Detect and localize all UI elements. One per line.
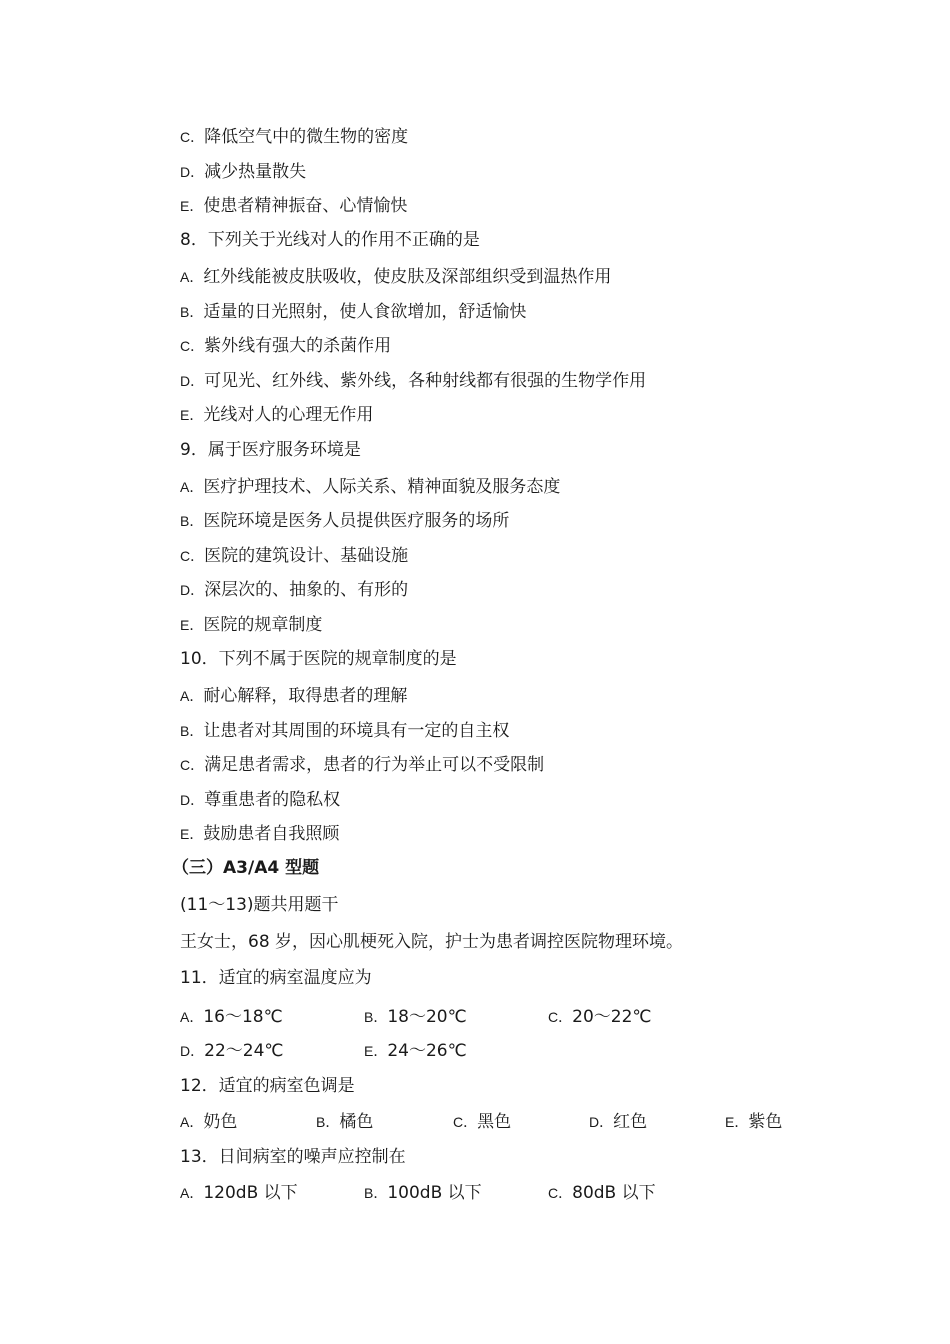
q12-option-d: D．红色 [589,1112,648,1132]
option-line: D．尊重患者的隐私权 [180,790,341,810]
option-line: D．减少热量散失 [180,162,307,182]
q11-option-d: D．22～24℃ [180,1041,284,1061]
option-line: E．鼓励患者自我照顾 [180,824,340,844]
shared-stem-label: (11～13)题共用题干 [180,895,339,915]
option-line: E．光线对人的心理无作用 [180,405,374,425]
option-line: B．让患者对其周围的环境具有一定的自主权 [180,721,510,741]
option-line: E．医院的规章制度 [180,615,323,635]
question-11: 11．适宜的病室温度应为 [180,968,372,988]
option-line: A．红外线能被皮肤吸收，使皮肤及深部组织受到温热作用 [180,267,612,287]
q11-option-e: E．24～26℃ [364,1041,467,1061]
q12-option-a: A．奶色 [180,1112,238,1132]
option-line: C．降低空气中的微生物的密度 [180,127,409,147]
question-line: 8．下列关于光线对人的作用不正确的是 [180,230,480,250]
option-line: B．适量的日光照射，使人食欲增加，舒适愉快 [180,302,527,322]
question-12: 12．适宜的病室色调是 [180,1076,355,1096]
q11-option-c: C．20～22℃ [548,1007,652,1027]
q11-option-b: B．18～20℃ [364,1007,467,1027]
section-heading: （三）A3/A4 型题 [172,858,320,878]
option-line: C．医院的建筑设计、基础设施 [180,546,409,566]
case-stem: 王女士，68 岁，因心肌梗死入院，护士为患者调控医院物理环境。 [180,932,684,952]
q11-option-a: A．16～18℃ [180,1007,283,1027]
question-line: 10．下列不属于医院的规章制度的是 [180,649,457,669]
option-line: A．耐心解释，取得患者的理解 [180,686,408,706]
q12-option-b: B．橘色 [316,1112,374,1132]
option-line: A．医疗护理技术、人际关系、精神面貌及服务态度 [180,477,561,497]
option-line: D．深层次的、抽象的、有形的 [180,580,409,600]
q12-option-c: C．黑色 [453,1112,512,1132]
question-13: 13．日间病室的噪声应控制在 [180,1147,406,1167]
option-line: C．满足患者需求，患者的行为举止可以不受限制 [180,755,545,775]
option-line: D．可见光、红外线、紫外线，各种射线都有很强的生物学作用 [180,371,647,391]
q13-option-b: B．100dB 以下 [364,1183,482,1203]
q12-option-e: E．紫色 [725,1112,783,1132]
q13-option-a: A．120dB 以下 [180,1183,298,1203]
q13-option-c: C．80dB 以下 [548,1183,656,1203]
option-line: B．医院环境是医务人员提供医疗服务的场所 [180,511,510,531]
option-line: C．紫外线有强大的杀菌作用 [180,336,392,356]
option-line: E．使患者精神振奋、心情愉快 [180,196,408,216]
question-line: 9．属于医疗服务环境是 [180,440,361,460]
